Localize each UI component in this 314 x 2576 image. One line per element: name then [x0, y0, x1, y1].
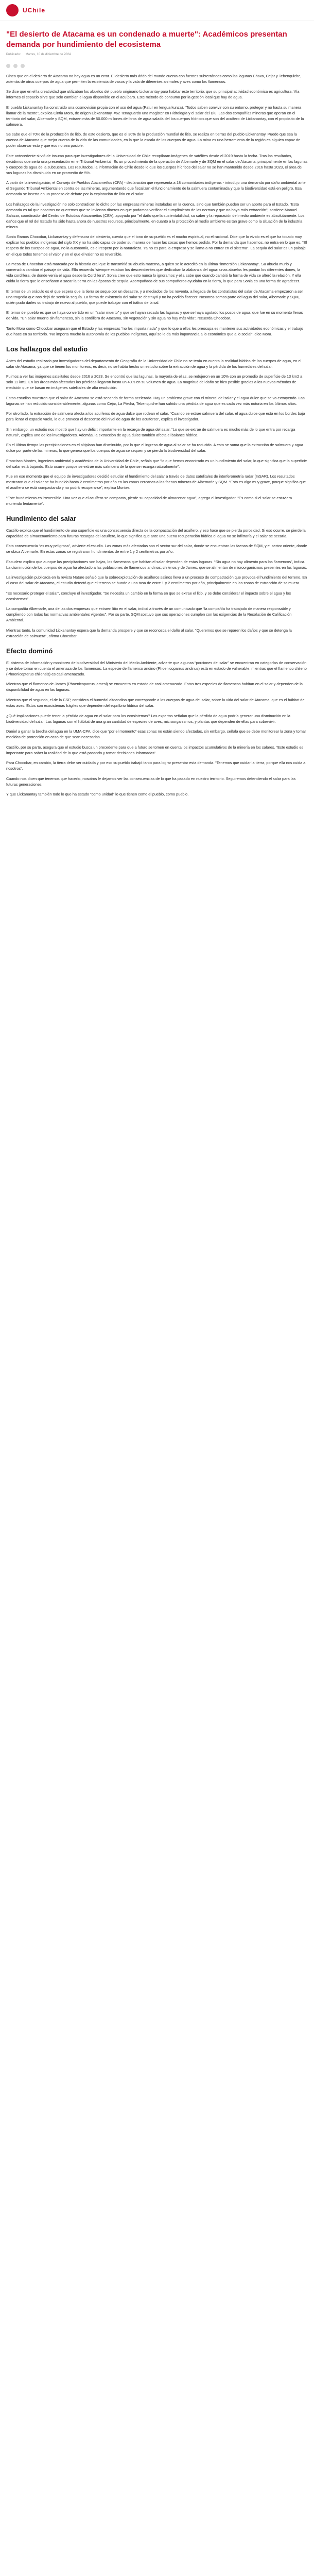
paragraph: Antes del estudio realizado por investigadores del departamento de Geografía de la Universidad de Chile no se tenía en cuenta la realidad hídrica de los cuerpos de agua, en el salar de Atacama, ya que se tienen los monitoreos, es decir, no se había hecho un estudio sobre la extracción de agua y la pérdida de los humedales del salar. [6, 358, 302, 369]
share-whatsapp-icon[interactable] [21, 64, 25, 68]
paragraph: Francisco Montes, ingeniero ambiental y académico de la Universidad de Chile, señala que “lo que hemos encontrado es un hundimiento del salar, lo que significa que la superficie del salar está bajando. Esto ocurre porque se extrae más salmuera de la que se recarga naturalmente”. [6, 458, 307, 469]
paragraph: La compañía Albemarle, una de las dos empresas que extraen litio en el salar, indicó a través de un comunicado que “la compañía ha trabajado de manera responsable y cumpliendo con todas las normativas ambientales vigentes”. Por su parte, SQM sostuvo que sus operaciones cumplen con las exigencias de la Resolución de Calificación Ambiental. [6, 606, 292, 623]
paragraph: Fuimos a ver las imágenes satelitales desde 2016 a 2023. Se encontró que las lagunas, la mayoría de ellas, se redujeron en un 10% con un promedio de superficie de 13 km2 a solo 11 km2. En las áreas más afectadas las pérdidas llegaron hasta un 40% en su volumen de agua. La magnitud del daño se hizo posible gracias a los nuevos métodos de medición que se basan en imágenes satelitales de alta resolución. [6, 374, 303, 391]
paragraph: Este antecedente sirvió de insumo para que investigadores de la Universidad de Chile recopilaran imágenes de satélites desde el 2019 hasta la fecha. Tras los resultados, decidimos que sería una presentación en el Tribunal Ambiental. Es un procedimiento de la operación de Albemarle y de SQM en el salar de Atacama, principalmente en las lagunas y cuerpos de agua de la subcuenca. Los resultados, la información de Chile desde lo que los cuerpos hídricos del salar no se han mantenido desde 2016 hasta 2023, el área de sus lagunas ha disminuido en un promedio de 5%. [6, 153, 308, 175]
paragraph: Castillo explica que el hundimiento de una superficie es una consecuencia directa de la compactación del acuífero, y eso hace que se pierda porosidad. Si eso ocurre, se pierde la capacidad de almacenamiento para futuras recargas del acuífero, lo que significa que ante una buena recuperación hídrica el agua no se infiltraría y el salar se secaría. [6, 528, 306, 538]
article-intro [6, 73, 308, 337]
paragraph: Daniel a ganar la brecha del agua en la UMA-CPA, dice que “por el momento” esas zonas no están siendo afectadas, sin embargo, señala que se debe monitorear la zona y tomar medidas de protección en caso de que sean necesarias. [6, 729, 306, 740]
paragraph: Y que Lickanantay también todo lo que ha estado “como unidad” lo que tienen como el pueblo, como pueblo. [6, 792, 189, 797]
paragraph: Fue en ese momento que el equipo de investigadores decidió estudiar el hundimiento del salar a través de datos satelitales de interferometría radar (InSAR). Los resultados mostraron que el salar se ha hundido hasta 2 centímetros por año en las zonas cercanas a las faenas mineras de Albemarle y SQM. “Esto es algo muy grave, porque significa que el acuífero se está compactando y no podrá recuperarse”, explica Montes. [6, 474, 306, 490]
paragraph: Castillo, por su parte, asegura que el estudio busca un precedente para que a futuro se tomen en cuenta los impactos acumulativos de la minería en los salares. “Este estudio es importante para saber la realidad de lo que está pasando y tomar decisiones informadas”. [6, 744, 304, 755]
section-heading-subsidence: Hundimiento del salar [6, 514, 76, 522]
paragraph: Se sabe que el 70% de la producción de litio, de este desierto, que es el 30% de la producción mundial de litio, se realiza en tierras del pueblo Lickanantay. Puede que sea la cuenca de Atacama que mejor cuenta de la vida de las comunidades, en la que la escala de los cuerpos de agua. La mina es una herramienta de la región es alguien capaz de poder observar esto y que eso no sea posible. [6, 132, 301, 148]
share-twitter-icon[interactable] [13, 64, 18, 68]
section-findings [6, 358, 308, 506]
paragraph: Esta consecuencia “es muy peligrosa”, advierte el estudio. Las zonas más afectadas son el sector sur del salar, donde se encuentran las faenas de SQM, y el sector oriente, donde se ubica Albemarle. En estas zonas se registraron hundimientos de entre 1 y 2 centímetros por año. [6, 544, 307, 554]
paragraph: ¿Qué implicaciones puede tener la pérdida de agua en el salar para los ecosistemas? Los expertos señalan que la pérdida de agua podría generar una disminución en la biodiversidad del salar. Las lagunas son el hábitat de una gran cantidad de especies de aves, microorganismos, y plantas que dependen de ellas para sobrevivir. [6, 713, 290, 724]
paragraph: Para Chocobar, en cambio, la tierra debe ser cuidada y por eso su pueblo trabajó tanto para lograr presentar esta demanda. “Tenemos que cuidar la tierra, porque ella nos cuida a nosotros”. [6, 760, 306, 771]
paragraph: Tanto Mora como Chocobar aseguran que el Estado y las empresas “no les importa nada” y que lo que a ellos les preocupa es mantener sus actividades económicas y el trabajo que hace en su territorio. “No importa mucho la autonomía de los pueblos indígenas, aquí se le da más importancia a lo económico que a lo social”, dice Mora. [6, 326, 303, 336]
section-subsidence [6, 528, 308, 639]
paragraph: Escudero explica que aunque las precipitaciones son bajas, los flamencos que habitan el salar dependen de estas lagunas. “Sin agua no hay alimento para los flamencos”, indica. La disminución de los cuerpos de agua ha afectado a las poblaciones de flamencos andinos, chilenos y de James, que se alimentan de microorganismos presentes en las lagunas. [6, 559, 307, 570]
paragraph: El temor de un oráculo es el que espera que la tierra se seque por un desastre, y a mediados de los noventa, a llegada de los contratistas del salar de Atacama empezaron a ser una tragedia que nos dejó de sentir la sequía. La forma de existencia del salar se destruyó y no ha podido florecer. Nosotros somos parte del agua del salar, Albemarle y SQM, quién pudo darles su trabajo de nuevo al pueblo, que puede trabajar con el tráfico de la sal. [6, 289, 303, 305]
paragraph: Cuando nos dicen que tenemos que hacerlo, nosotros le dejamos ver las consecuencias de lo que ha pasado en nuestro territorio. Seguiremos defendiendo el salar para las futuras generaciones. [6, 776, 296, 787]
site-header [0, 0, 314, 21]
paragraph: La investigación publicada en la revista Nature señaló que la sobreexplotación de acuíferos salinos lleva a un proceso de compactación que provoca el hundimiento del terreno. En el caso del salar de Atacama, el estudio detectó que el terreno se hunde a una tasa de entre 1 y 2 centímetros por año, principalmente en las zonas de extracción de salmuera. [6, 575, 307, 586]
section-heading-findings: Los hallazgos del estudio [6, 345, 88, 353]
paragraph: Estos estudios muestran que el salar de Atacama se está secando de forma acelerada. Hay un problema grave con el mineral del salar y el agua dulce que se va extrayendo. Las lagunas se han reducido considerablemente, algunas como Cejar, La Piedra, Tebenquiche han sufrido una pérdida de agua que es cada vez más notoria en los últimos años. [6, 395, 305, 406]
paragraph: Sin embargo, un estudio nos mostró que hay un déficit importante en la recarga de agua del salar. “Lo que se extrae de salmuera es mucho más de lo que entra por recarga natural”, explica uno de los investigadores. Además, la extracción de agua dulce también afecta el balance hídrico. [6, 427, 295, 437]
article-title: "El desierto de Atacama es un condenado a muerte": Académicos presentan demanda por hundimiento del ecosistema [6, 30, 287, 49]
share-facebook-icon[interactable] [6, 64, 10, 68]
section-heading-domino: Efecto dominó [6, 647, 53, 655]
paragraph: Por otro lado, la extracción de salmuera afecta a los acuíferos de agua dulce que rodean el salar. “Cuando se extrae salmuera del salar, el agua dulce que está en los bordes baja para llenar el espacio vacío, lo que provoca el descenso del nivel de agua de los acuíferos”, explica el investigador. [6, 411, 305, 422]
paragraph: Mientras que el segundo, el de la CSP, considera el humedal altoandino que corresponde a los cuerpos de agua del salar, sobre la vida del salar de Atacama, que es el hábitat de estas aves. Estos son ecosistemas frágiles que dependen del equilibrio hídrico del salar. [6, 697, 305, 708]
article-meta [6, 53, 308, 56]
paragraph: Cinco que en el desierto de Atacama no hay agua es un error. El desierto más árido del mundo cuenta con fuentes subterráneas como las lagunas Chaxa, Cejar y Tebenquiche, además de otros cuerpos de agua que permiten la existencia de vasos y la vida de diferentes animales y aves como los flamencos. [6, 73, 302, 84]
paragraph: El temor del pueblo es que se haya convertido en un “salar muerto” y que se hayan secado las lagunas y que se haya agotado los pozos de agua, que fue en su momento llenas de vida. “Un salar muerto sin flamencos, sin la cordillera de Atacama, sin vegetación y sin agua no hay más vida”, recuerda Chocobar. [6, 310, 303, 321]
meta-label: Publicado: [6, 53, 21, 56]
paragraph: Se dice que en el la creatividad que utilizaban los abuelos del pueblo originario Lickanantay para habitar este territorio, que su principal actividad económica es agricultura. Vía informes el espacio sirve que solo cambian el agua disponible en el acuíparo. Este método de consumo por la gestión local que hay de agua. [6, 89, 300, 100]
paragraph: El pueblo Lickanantay ha construido una cosmovisión propia con el uso del agua (Patur en lengua kunza). “Todos saben convivir con su entorno, proteger y no hasta su manera llamar de la mente”, explica Cintia Mora, de origen Lickanantay. #62 Tenaguardo una magister en Hidrología y el salar del Diu. Las dos compañías mineras que operan en el territorio del salar, Albemarle y SQM, extraen más de 50.000 millones de litros de agua salada del los cuerpos hídricos que son del acuífero de Lickanantay, con el propósito de la salmuera. [6, 105, 304, 127]
paragraph: La mesa de Chocobar está marcada por la historia oral que le transmitió su abuela materna, a quien se le acreditó en la última “inmersión Lickanantay”. Su abuela murió y comenzó a cambiar el paisaje de vida. Ella recuerda “siempre estaban los descendientes que dedicaban la alabanza del agua: unas abuelas les ponían los diferentes dones, la vida cordillera, de donde venía el agua desde la Cordillera”. Sonia cree que esto nunca lo ignoramos y ella sabe que cuando cambió la forma de vida se alteró la relación. Y ella cuida la tierra que le enseñaron a sacar la tierra en las épocas de sequía. Acompañada de sus compañeros ayudaba en la tierra, lo que para Sonia es una forma de agradecer. [6, 262, 301, 284]
university-logo-icon[interactable] [6, 4, 19, 16]
article-page [0, 0, 314, 817]
paragraph: A partir de la investigación, el Consejo de Pueblos Atacameños (CPA) - declaración que representa a 18 comunidades indígenas - introdujo una demanda por daño ambiental ante el Segundo Tribunal Ambiental en contra de las mineras, argumentando que fiscalizan el funcionamiento de la salmuera contaminada y que la biodiversidad está en peligro. Esa demanda se inserta en un proceso de debate por la explotación de litio en el salar. [6, 180, 306, 197]
section-domino [6, 660, 308, 797]
paragraph: “Este hundimiento es irreversible. Una vez que el acuífero se compacta, pierde su capacidad de almacenar agua”, agrega el investigador. “Es como si el salar se estuviera muriendo lentamente”. [6, 495, 292, 506]
site-brand[interactable]: UChile [23, 7, 46, 14]
paragraph: Los hallazgos de la investigación no solo contradicen lo dicho por las empresas mineras instaladas en la cuenca, sino que también pueden ser un aporte para el Estado. "Esta demanda es tal que nosotros no queremos que se inviertan dineros en que podamos verificar el cumplimiento de las normas y que no haya más extracción", sostiene Manuel Salazar, coordinador del Centro de Estudios Atacameños (CEA), apoyado por "el daño que la sustentabilidad, su saber y la reparación del medio ambiente es absolutamente. Los daños que el rol del Estado ha sido hasta ahora de nuestros recursos, principalmente, en cuanto a la protección al medio ambiente es tan grave como la situación de la industria minera. [6, 201, 305, 229]
paragraph: “Es necesario proteger el salar”, concluye el investigador. “Se necesita un cambio en la forma en que se extrae el litio, y se debe considerar el impacto sobre el agua y los ecosistemas”. [6, 590, 291, 601]
meta-date: Martes, 10 de diciembre de 2024 [25, 53, 71, 56]
paragraph: Mientras que el flamenco de James (Phoenicoparrus jamesi) se encuentra en estado de casi amenazado. Estas tres especies de flamencos habitan en el salar y dependen de la disponibilidad de agua en las lagunas. [6, 682, 303, 692]
share-bar [6, 64, 25, 68]
paragraph: En el último tiempo las precipitaciones en el altiplano han disminuido, por lo que el ingreso de agua al salar se ha reducido. A esto se suma que la extracción de salmuera y agua dulce por parte de las mineras, lo que genera que los cuerpos de agua se sequen y se pierda la biodiversidad del salar. [6, 443, 303, 453]
paragraph: El sistema de información y monitoreo de biodiversidad del Ministerio del Medio Ambiente, advierte que algunas “porciones del salar” se encuentran en categorías de conservación y se debe tomar en cuenta el amenaza de los flamencos. La especie de flamenco andino (Phoenicoparrus andinus) está en estado de vulnerable, mientras que el flamenco chileno (Phoenicopterus chilensis) es casi amenazado. [6, 660, 307, 676]
paragraph: Sonia Ramos Chocobar, Lickanantay y defensora del desierto, cuenta que el tono de su pueblo es el mucho espiritual, no el racional. Dice que lo vivido es el que ha tocado muy explicar los pueblos indígenas del siglo XX y no ha sido capaz de poder su manera de hacer las cosas que hemos pedido. Por la demanda que hacemos, no entra en lo que es. “El respeto de los cuerpos de agua, no la autonomía, es el respeto por la naturaleza. Ya no es para la empresa y se llama a no entrar en el sistema”. La sequía del salar es un paisaje en el que todos tenemos el valor y en el que el valor no es reversible. [6, 234, 307, 257]
paragraph: Mientras tanto, la comunidad Lickanantay espera que la demanda prospere y que se reconozca el daño al salar. “Queremos que se reparen los daños y que se detenga la extracción de salmuera”, afirma Chocobar. [6, 628, 292, 638]
